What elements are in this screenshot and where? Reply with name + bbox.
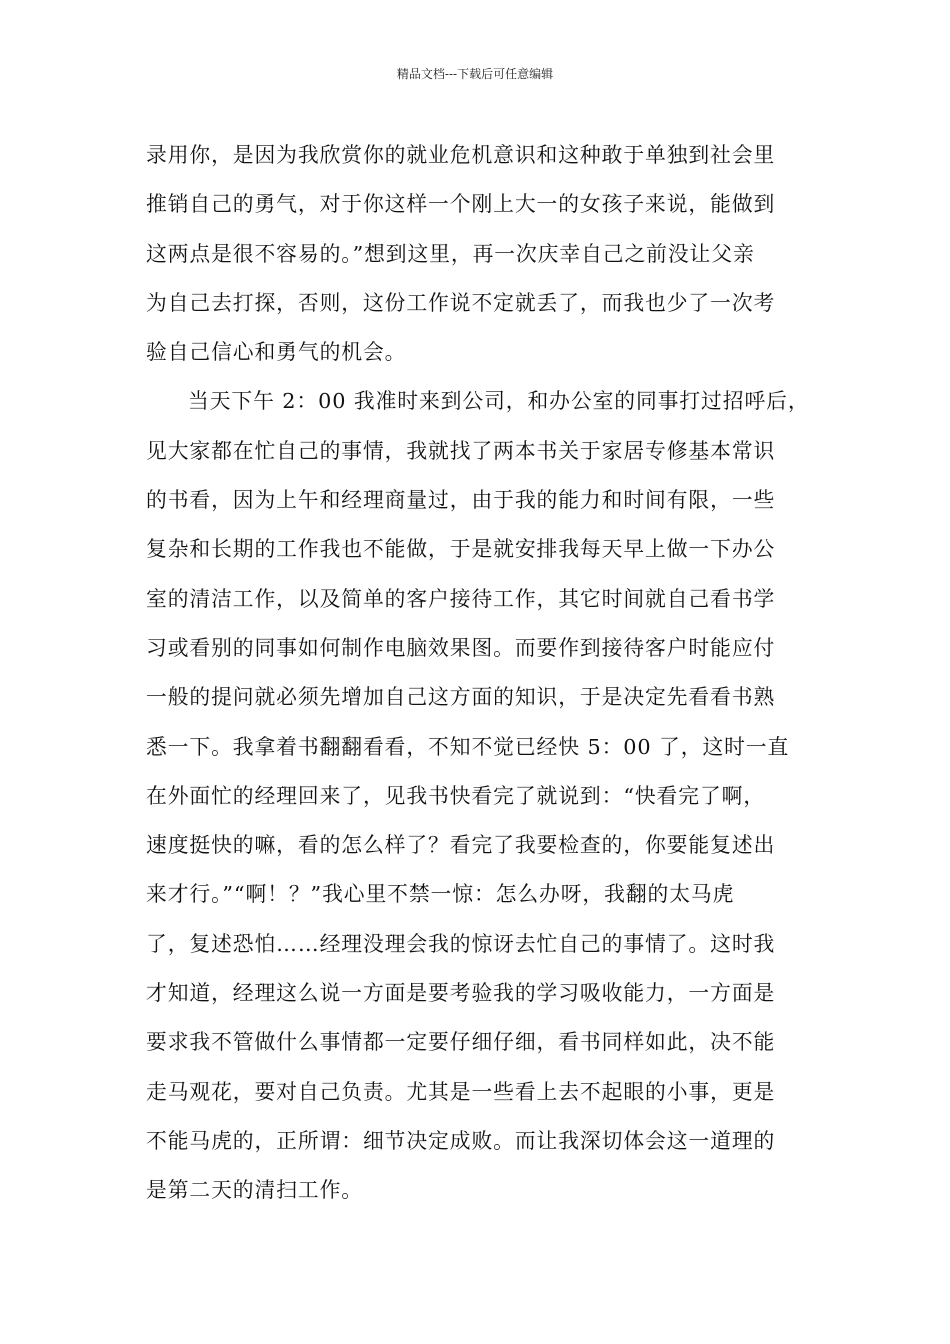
text-line-21: 不能马虎的，正所谓：细节决定成败。而让我深切体会这一道理的 [146,1128,776,1153]
text-line-5: 验自己信心和勇气的机会。 [146,340,407,365]
text-line-14: 在外面忙的经理回来了，见我书快看完了就说到：“快看完了啊， [146,783,766,808]
text-line-8: 的书看，因为上午和经理商量过，由于我的能力和时间有限，一些 [146,488,776,513]
text-line-10: 室的清洁工作，以及简单的客户接待工作，其它时间就自己看书学 [146,586,776,611]
text-line-1: 录用你，是因为我欣赏你的就业危机意识和这种敢于单独到社会里 [146,143,776,167]
text-line-11: 习或看别的同事如何制作电脑效果图。而要作到接待客户时能应付 [146,635,776,660]
text-line-13: 悉一下。我拿着书翻翻看看，不知不觉已经快 5：00 了，这时一直 [146,734,790,759]
text-line-18: 才知道，经理这么说一方面是要考验我的学习吸收能力，一方面是 [146,981,776,1006]
text-line-2: 推销自己的勇气，对于你这样一个刚上大一的女孩子来说，能做到 [146,192,776,217]
text-line-22: 是第二天的清扫工作。 [146,1178,363,1203]
paragraph-start-line: 当天下午 2：00 我准时来到公司，和办公室的同事打过招呼后， [188,389,810,414]
text-line-3: 这两点是很不容易的。”想到这里，再一次庆幸自己之前没让父亲 [146,241,755,266]
page-header: 精品文档---下载后可任意编辑 [396,67,554,81]
text-line-9: 复杂和长期的工作我也不能做，于是就安排我每天早上做一下办公 [146,537,776,562]
text-line-20: 走马观花，要对自己负责。尤其是一些看上去不起眼的小事，更是 [146,1079,776,1104]
text-line-7: 见大家都在忙自己的事情，我就找了两本书关于家居专修基本常识 [146,438,776,463]
text-line-4: 为自己去打探，否则，这份工作说不定就丢了，而我也少了一次考 [146,290,776,315]
text-line-19: 要求我不管做什么事情都一定要仔细仔细，看书同样如此，决不能 [146,1030,776,1055]
document-body [146,131,816,1216]
text-line-12: 一般的提问就必须先增加自己这方面的知识，于是决定先看看书熟 [146,685,776,710]
text-line-17: 了，复述恐怕……经理没理会我的惊讶去忙自己的事情了。这时我 [146,931,776,956]
text-line-16: 来才行。”“啊！？”我心里不禁一惊：怎么办呀，我翻的太马虎 [146,882,735,907]
text-line-15: 速度挺快的嘛，看的怎么样了？看完了我要检查的，你要能复述出 [146,833,776,858]
